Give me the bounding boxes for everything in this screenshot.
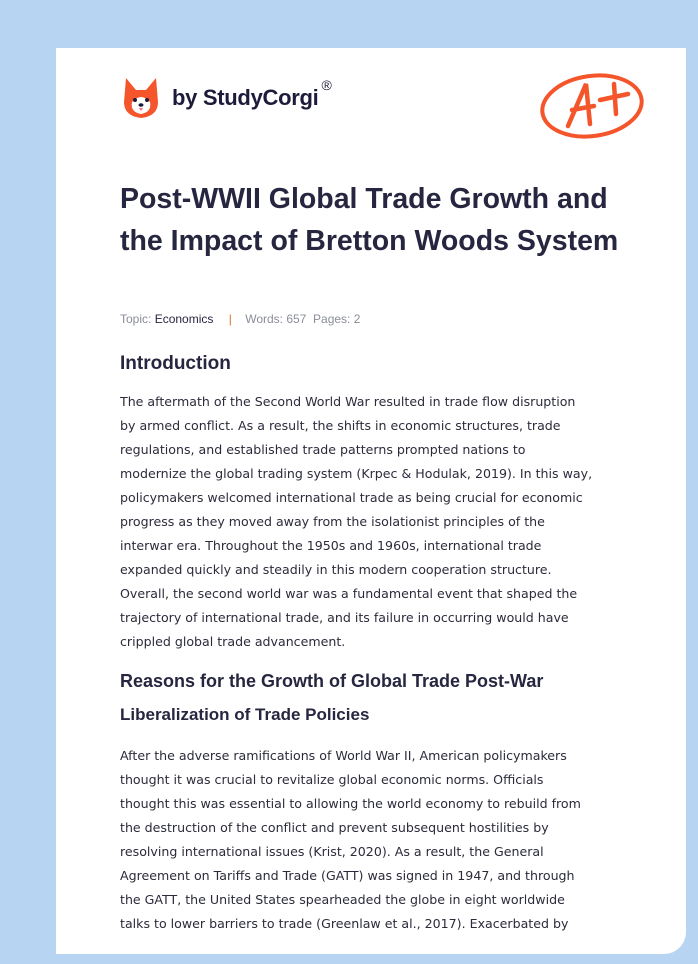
article-card [56, 48, 686, 954]
corgi-icon [122, 76, 160, 120]
article-body [120, 350, 640, 936]
topic-link[interactable]: Economics [154, 312, 214, 326]
word-count: Words: 657 [245, 312, 307, 326]
article-meta: Topic: Economics | Words: 657 Pages: 2 [120, 312, 361, 326]
page-count: Pages: 2 [313, 312, 361, 326]
subsection-heading: Liberalization of Trade Policies [120, 705, 370, 724]
article-title: Post-WWII Global Trade Growth and the Impact of Bretton Woods System [120, 183, 619, 257]
brand-name: by StudyCorgi ® [172, 77, 332, 110]
section-heading: Reasons for the Growth of Global Trade Post-War [120, 671, 544, 691]
intro-paragraph: The aftermath of the Second World War resulted in trade flow disruption by armed conflict. As a result, the shifts in economic structures, trade regulations, and established trade patterns prompted nations to modernize the global trading system (Krpec & Hodulak, 2019). In this way, policymakers welcomed international trade as being crucial for economic progress as they moved away from the isolationist principles of the interwar era. Throughout the 1950s and 1960s, international trade expanded quickly and steadily in this modern cooperation structure. Overall, the second world war was a fundamental event that shaped the trajectory of international trade, and its failure in occurring would have crippled global trade advancement. [120, 394, 593, 649]
studycorgi-logo[interactable] [122, 76, 331, 120]
a-plus-badge-icon [538, 70, 650, 140]
intro-heading: Introduction [120, 353, 231, 374]
section-paragraph: After the adverse ramifications of World War II, American policymakers thought it was crucial to revitalize global economic norms. Officials thought this was essential to allowing the world economy to rebuild from the destruction of the conflict and prevent subsequent hostilities by resolving international issues (Krist, 2020). As a result, the General Agreement on Tariffs and Trade (GATT) was signed in 1947, and through the GATT, the United States spearheaded the globe in eight worldwide talks to lower barriers to trade (Greenlaw et al., 2017). Exacerbated by [120, 748, 581, 931]
